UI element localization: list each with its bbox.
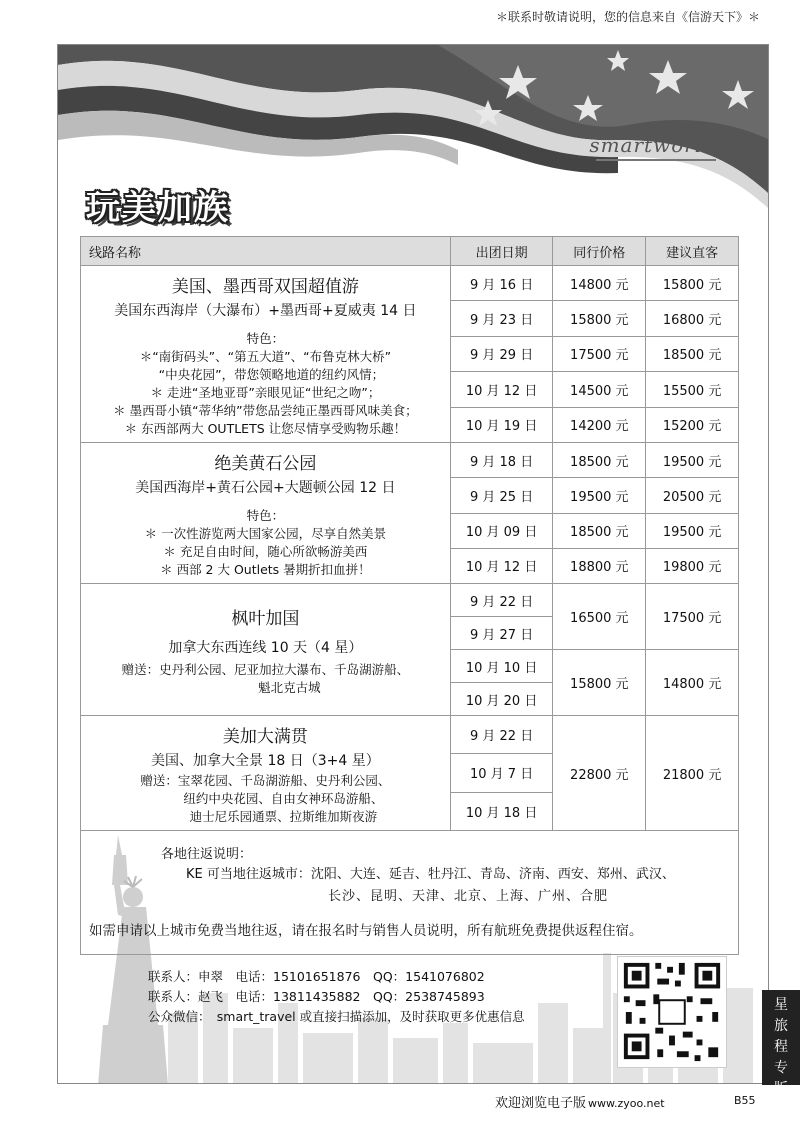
route-features bbox=[89, 330, 442, 438]
feature-line: ＊ 充足自由时间，随心所欲畅游美西 bbox=[163, 544, 368, 559]
peer-price: 14200 元 bbox=[553, 407, 646, 442]
departure-date: 9 月 29 日 bbox=[450, 336, 553, 371]
route-subtitle: 美国、加拿大全景 18 日（3+4 星） bbox=[151, 753, 380, 769]
route-name: 枫叶加国 bbox=[231, 609, 300, 629]
retail-price: 17500 元 bbox=[646, 584, 739, 650]
feature-line: 魁北克古城 bbox=[258, 680, 321, 695]
table-row bbox=[81, 584, 739, 617]
route-subtitle: 美国东西海岸（大瀑布）+墨西哥+夏威夷 14 日 bbox=[114, 303, 417, 319]
qr-code[interactable] bbox=[617, 956, 727, 1068]
peer-price: 14800 元 bbox=[553, 266, 646, 301]
table-row bbox=[81, 716, 739, 754]
departure-date: 9 月 16 日 bbox=[450, 266, 553, 301]
feature-line: 赠送：史丹利公园、尼亚加拉大瀑布、千岛湖游船、 bbox=[121, 662, 410, 677]
route-description bbox=[81, 266, 451, 443]
retail-price: 19500 元 bbox=[646, 513, 739, 548]
route-name: 美加大满贯 bbox=[222, 727, 308, 747]
peer-price: 17500 元 bbox=[553, 336, 646, 371]
route-subtitle: 加拿大东西连线 10 天（4 星） bbox=[168, 640, 363, 656]
route-subtitle: 美国西海岸+黄石公园+大题顿公园 12 日 bbox=[135, 480, 396, 496]
route-features bbox=[89, 772, 442, 826]
table-row bbox=[81, 266, 739, 301]
feature-line: ＊ 西部 2 大 Outlets 暑期折扣血拼！ bbox=[160, 562, 371, 577]
departure-date: 10 月 7 日 bbox=[450, 754, 553, 792]
route-name: 美国、墨西哥双国超值游 bbox=[171, 277, 359, 297]
peer-price: 14500 元 bbox=[553, 372, 646, 407]
feature-line: ＊“南街码头”、“第五大道”、“布鲁克林大桥” bbox=[139, 349, 392, 364]
retail-price: 19500 元 bbox=[646, 443, 739, 478]
feature-line: 纽约中央花园、自由女神环岛游船、 bbox=[183, 791, 384, 806]
departure-date: 10 月 18 日 bbox=[450, 792, 553, 830]
side-tab-char: 旅 bbox=[774, 1018, 788, 1034]
contact-info bbox=[148, 967, 525, 1027]
feature-line: ＊ 一次性游览两大国家公园，尽享自然美景 bbox=[144, 526, 387, 541]
retail-price: 15800 元 bbox=[646, 266, 739, 301]
retail-price: 18500 元 bbox=[646, 336, 739, 371]
col-peer-price: 同行价格 bbox=[553, 237, 646, 266]
footer bbox=[495, 1092, 665, 1111]
peer-price: 19500 元 bbox=[553, 478, 646, 513]
departure-date: 10 月 19 日 bbox=[450, 407, 553, 442]
retail-price: 14800 元 bbox=[646, 650, 739, 716]
footer-text: 欢迎浏览电子版 bbox=[495, 1096, 587, 1111]
retail-price: 19800 元 bbox=[646, 548, 739, 583]
retail-price: 15200 元 bbox=[646, 407, 739, 442]
contact-line: 联系人：申翠 电话：15101651876 QQ：1541076802 bbox=[148, 969, 485, 984]
retail-price: 16800 元 bbox=[646, 301, 739, 336]
feature-line: 赠送：宝翠花园、千岛湖游船、史丹利公园、 bbox=[140, 773, 391, 788]
departure-date: 10 月 12 日 bbox=[450, 548, 553, 583]
page-title: 玩美加族 bbox=[86, 188, 230, 228]
notes-remark: 如需申请以上城市免费当地往返，请在报名时与销售人员说明，所有航班免费提供返程住宿。 bbox=[89, 923, 643, 939]
peer-price: 18500 元 bbox=[553, 513, 646, 548]
feature-line: 迪士尼乐园通票、拉斯维加斯夜游 bbox=[189, 809, 378, 824]
feature-line: ＊ 走进“圣地亚哥”亲眼见证“世纪之吻”； bbox=[150, 385, 381, 400]
side-tab-char: 专 bbox=[774, 1060, 788, 1076]
col-route: 线路名称 bbox=[81, 237, 451, 266]
wechat-line: 公众微信： smart_travel 或直接扫描添加，及时获取更多优惠信息 bbox=[148, 1009, 525, 1024]
route-features bbox=[89, 661, 442, 697]
feature-line: “中央花园”，带您领略地道的纽约风情； bbox=[158, 367, 385, 382]
header-note: ＊联系时敬请说明，您的信息来自《信游天下》＊ bbox=[495, 10, 760, 24]
feature-line: 特色： bbox=[246, 508, 285, 523]
departure-date: 10 月 12 日 bbox=[450, 372, 553, 407]
col-date: 出团日期 bbox=[450, 237, 553, 266]
departure-date: 10 月 20 日 bbox=[450, 683, 553, 716]
side-tab-char: 程 bbox=[774, 1039, 788, 1055]
retail-price: 21800 元 bbox=[646, 716, 739, 831]
departure-date: 9 月 22 日 bbox=[450, 584, 553, 617]
footer-url[interactable]: www.zyoo.net bbox=[588, 1097, 665, 1110]
route-description bbox=[81, 716, 451, 831]
page-number: B55 bbox=[734, 1094, 756, 1107]
peer-price: 18500 元 bbox=[553, 443, 646, 478]
route-name: 绝美黄石公园 bbox=[214, 454, 317, 474]
peer-price: 22800 元 bbox=[553, 716, 646, 831]
departure-date: 9 月 23 日 bbox=[450, 301, 553, 336]
peer-price: 18800 元 bbox=[553, 548, 646, 583]
table-row bbox=[81, 443, 739, 478]
retail-price: 15500 元 bbox=[646, 372, 739, 407]
route-description bbox=[81, 584, 451, 716]
notes-heading: 各地往返说明： bbox=[161, 847, 253, 862]
feature-line: ＊ 墨西哥小镇“蒂华纳”带您品尝纯正墨西哥风味美食； bbox=[113, 403, 418, 418]
brand-logo: smartworld bbox=[589, 133, 716, 157]
route-description bbox=[81, 443, 451, 584]
peer-price: 15800 元 bbox=[553, 301, 646, 336]
contact-line: 联系人：赵飞 电话：13811435882 QQ：2538745893 bbox=[148, 989, 485, 1004]
itinerary-table bbox=[80, 236, 739, 831]
col-retail-price: 建议直客 bbox=[646, 237, 739, 266]
notes-cities-line2: 长沙、昆明、天津、北京、上海、广州、合肥 bbox=[328, 889, 609, 904]
brand-underline bbox=[596, 159, 716, 161]
peer-price: 15800 元 bbox=[553, 650, 646, 716]
notes-cities-line1: KE 可当地往返城市：沈阳、大连、延吉、牡丹江、青岛、济南、西安、郑州、武汉、 bbox=[186, 867, 675, 882]
return-notes bbox=[80, 829, 739, 955]
side-tab bbox=[762, 990, 800, 1097]
page-frame bbox=[57, 44, 769, 1084]
side-tab-char: 星 bbox=[774, 997, 788, 1013]
departure-date: 10 月 10 日 bbox=[450, 650, 553, 683]
side-tab-char: 版 bbox=[774, 1081, 788, 1097]
feature-line: 特色： bbox=[246, 331, 285, 346]
departure-date: 10 月 09 日 bbox=[450, 513, 553, 548]
departure-date: 9 月 22 日 bbox=[450, 716, 553, 754]
departure-date: 9 月 27 日 bbox=[450, 617, 553, 650]
table-header-row bbox=[81, 237, 739, 266]
route-features bbox=[89, 507, 442, 579]
departure-date: 9 月 18 日 bbox=[450, 443, 553, 478]
departure-date: 9 月 25 日 bbox=[450, 478, 553, 513]
feature-line: ＊ 东西部两大 OUTLETS 让您尽情享受购物乐趣！ bbox=[124, 421, 407, 436]
peer-price: 16500 元 bbox=[553, 584, 646, 650]
retail-price: 20500 元 bbox=[646, 478, 739, 513]
